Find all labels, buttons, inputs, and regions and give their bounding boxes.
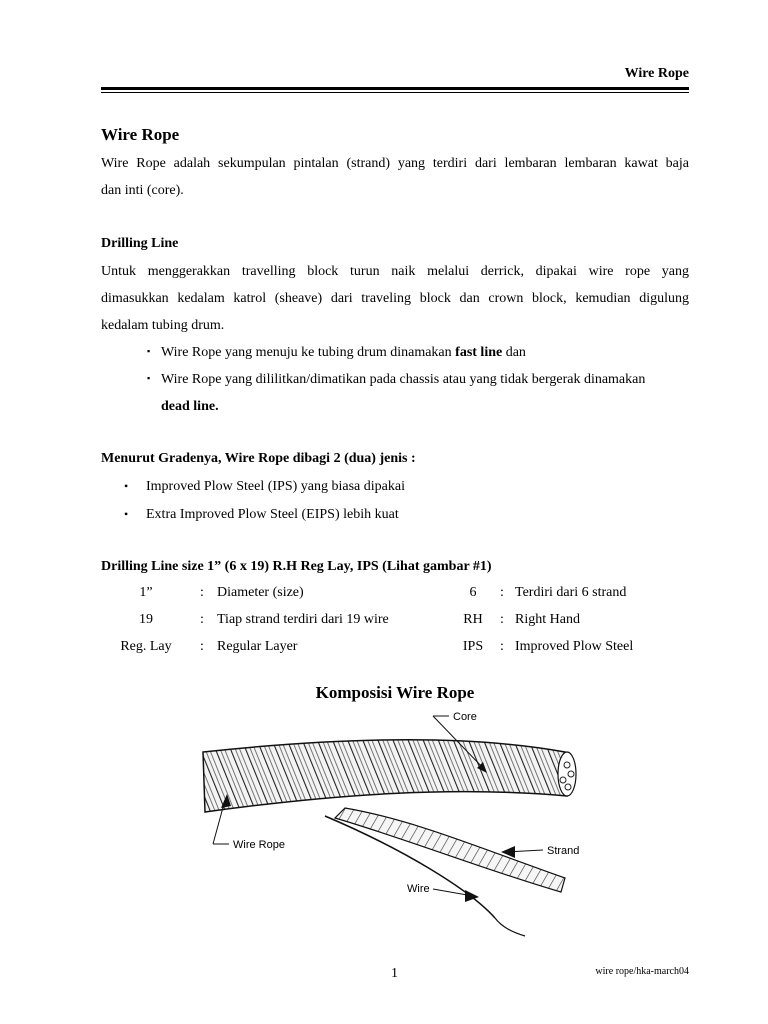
colon: : [200, 612, 204, 627]
drilling-line-line: kedalam tubing drum. [101, 318, 225, 333]
dead-line-text: Wire Rope yang dililitkan/dimatikan pada chassis atau yang tidak bergerak dinamakan [161, 372, 646, 387]
size-key: 6 [469, 585, 477, 600]
page-number: 1 [391, 966, 398, 981]
drilling-line-paragraph [101, 258, 689, 339]
size-table [0, 585, 768, 665]
dead-line-bullet [147, 366, 692, 420]
square-bullet-icon: ▪ [147, 373, 151, 383]
fast-line-text: Wire Rope yang menuju ke tubing drum dinamakan fast line dan [161, 345, 526, 360]
drilling-line-heading: Drilling Line [101, 236, 179, 251]
square-bullet-icon: ▪ [147, 346, 151, 356]
table-row [0, 639, 768, 666]
wire-rope-label: Wire Rope [233, 839, 285, 851]
size-value: Terdiri dari 6 strand [515, 585, 627, 600]
header-rule-thick [101, 87, 689, 90]
size-key: RH [463, 612, 483, 627]
running-header-title: Wire Rope [624, 66, 689, 81]
section-heading-wire-rope: Wire Rope [101, 125, 180, 144]
colon: : [500, 585, 504, 600]
bullet-dot-icon: • [124, 479, 129, 493]
colon: : [500, 612, 504, 627]
list-item [124, 473, 624, 500]
intro-paragraph [101, 150, 689, 204]
dead-line-term: dead line. [161, 399, 219, 414]
colon: : [200, 585, 204, 600]
drilling-line-line: Untuk menggerakkan travelling block turun naik melalui derrick, dipakai wire rope yang [101, 264, 689, 279]
bullet-dot-icon: • [124, 507, 129, 521]
table-row [0, 612, 768, 639]
strand-label: Strand [547, 845, 580, 857]
wire-label: Wire [407, 883, 430, 895]
drilling-line-line: dimasukkan kedalam katrol (sheave) dari traveling block dan crown block, kemudian digulung [101, 291, 689, 306]
header-rule-thin [101, 92, 689, 93]
size-value: Improved Plow Steel [515, 639, 634, 654]
grades-heading: Menurut Gradenya, Wire Rope dibagi 2 (dua) jenis : [101, 451, 416, 466]
size-key: IPS [462, 639, 484, 654]
grade-item-text: Extra Improved Plow Steel (EIPS) lebih kuat [146, 507, 399, 522]
size-value: Right Hand [515, 612, 580, 627]
table-row [0, 585, 768, 612]
list-item [124, 501, 624, 528]
wire-rope-illustration [195, 700, 605, 950]
colon: : [200, 639, 204, 654]
footer-reference: wire rope/hka-march04 [595, 966, 689, 977]
grades-list [124, 473, 624, 527]
size-key: Reg. Lay [120, 639, 172, 654]
size-value: Regular Layer [217, 639, 298, 654]
fast-line-term: fast line [455, 345, 503, 360]
size-value: Diameter (size) [217, 585, 304, 600]
intro-line: dan inti (core). [101, 183, 184, 198]
core-label: Core [453, 711, 477, 723]
fast-line-bullet [147, 339, 692, 366]
size-heading: Drilling Line size 1” (6 x 19) R.H Reg Lay, IPS (Lihat gambar #1) [101, 559, 492, 574]
size-key: 1” [139, 585, 153, 600]
grade-item-text: Improved Plow Steel (IPS) yang biasa dipakai [146, 479, 405, 494]
size-value: Tiap strand terdiri dari 19 wire [217, 612, 389, 627]
intro-line: Wire Rope adalah sekumpulan pintalan (strand) yang terdiri dari lembaran lembaran kawat baja [101, 156, 689, 171]
size-key: 19 [139, 612, 153, 627]
colon: : [500, 639, 504, 654]
figure-caption: Komposisi Wire Rope [315, 683, 475, 702]
